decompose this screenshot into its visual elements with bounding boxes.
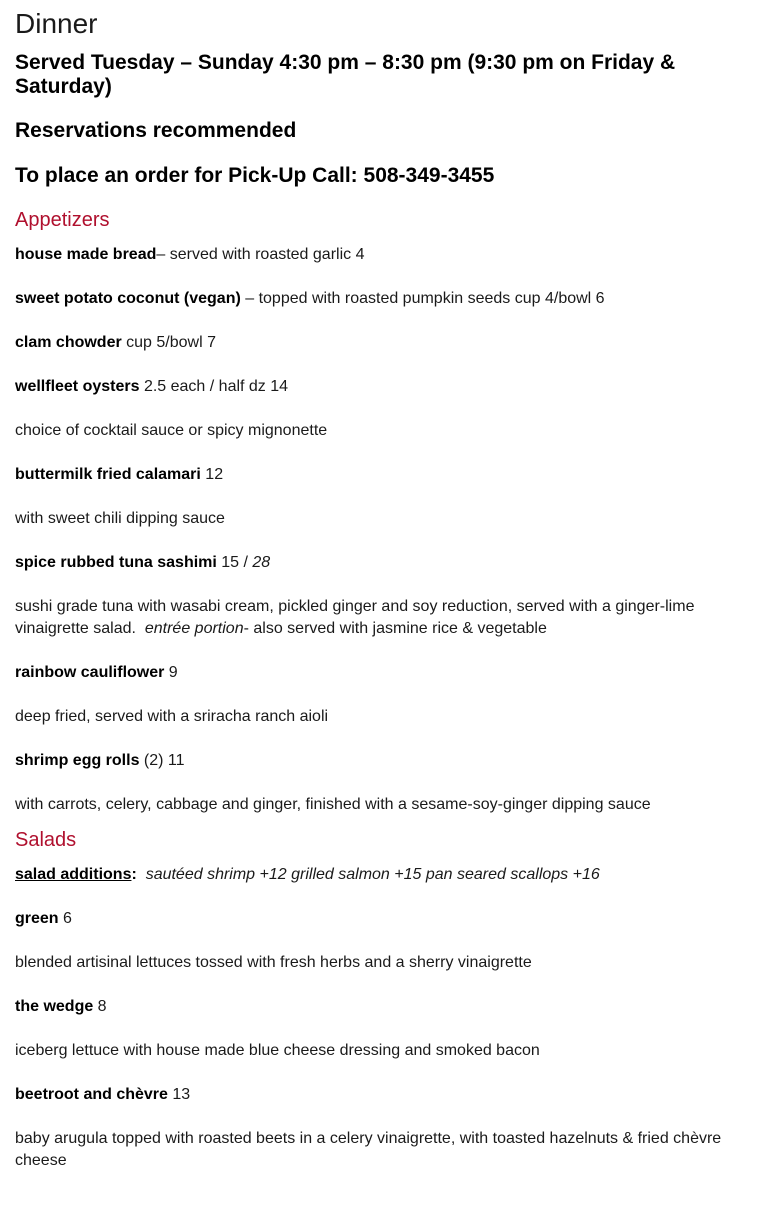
item-note-tuna: [15, 596, 755, 640]
item-desc: 13: [167, 1085, 191, 1103]
item-note-text: sushi grade tuna with wasabi cream, pickled ginger and soy reduction, served with a ginger-lime vinaigrette salad.: [15, 597, 695, 637]
item-name: shrimp egg rolls: [15, 751, 140, 769]
menu-item-the-wedge: [15, 996, 755, 1018]
item-name: beetroot and chèvre: [15, 1085, 168, 1103]
item-note-cauliflower: deep fried, served with a sriracha ranch aioli: [15, 707, 329, 725]
menu-item-beetroot-chevre: [15, 1084, 755, 1106]
item-note-egg-rolls: with carrots, celery, cabbage and ginger, finished with a sesame-soy-ginger dipping sauce: [15, 795, 651, 813]
menu-item-tuna-sashimi: [15, 552, 755, 574]
item-note-oysters: choice of cocktail sauce or spicy mignonette: [15, 421, 328, 439]
item-name: wellfleet oysters: [15, 377, 140, 395]
menu-item-house-made-bread: [15, 244, 755, 266]
item-desc: 9: [164, 663, 178, 681]
menu-item-fried-calamari: [15, 464, 755, 486]
menu-item-green-salad: [15, 908, 755, 930]
reservations-note: Reservations recommended: [15, 119, 297, 143]
item-name: sweet potato coconut (vegan): [15, 289, 241, 307]
item-name: green: [15, 909, 59, 927]
item-name: buttermilk fried calamari: [15, 465, 201, 483]
menu-item-rainbow-cauliflower: [15, 662, 755, 684]
menu-item-wellfleet-oysters: [15, 376, 755, 398]
item-desc: (2) 11: [139, 751, 185, 769]
item-desc: – topped with roasted pumpkin seeds cup 4/bowl 6: [240, 289, 605, 307]
section-title-salads: Salads: [15, 828, 77, 851]
item-note-beetroot: baby arugula topped with roasted beets in a celery vinaigrette, with toasted hazelnuts & fried chèvre cheese: [15, 1129, 722, 1169]
item-entree-price: 28: [252, 553, 271, 571]
menu-item-sweet-potato-coconut: [15, 288, 755, 310]
menu-item-clam-chowder: [15, 332, 755, 354]
item-desc: 15 /: [216, 553, 253, 571]
salad-additions-list: sautéed shrimp +12 grilled salmon +15 pan seared scallops +16: [145, 865, 600, 883]
salad-additions-label: salad additions: [15, 865, 132, 883]
item-name: clam chowder: [15, 333, 122, 351]
menu-item-shrimp-egg-rolls: [15, 750, 755, 772]
entree-portion-note: - also served with jasmine rice & vegetable: [243, 619, 547, 637]
item-note-calamari: with sweet chili dipping sauce: [15, 509, 225, 527]
entree-portion-label: entrée portion: [144, 619, 244, 637]
salad-additions: [15, 864, 755, 886]
item-desc: – served with roasted garlic 4: [156, 245, 365, 263]
item-name: spice rubbed tuna sashimi: [15, 553, 217, 571]
section-title-appetizers: Appetizers: [15, 208, 110, 231]
pickup-phone: To place an order for Pick-Up Call: 508-349-3455: [15, 163, 495, 187]
item-note-green: blended artisinal lettuces tossed with fresh herbs and a sherry vinaigrette: [15, 953, 532, 971]
item-desc: 8: [93, 997, 107, 1015]
item-name: house made bread: [15, 245, 157, 263]
item-desc: 2.5 each / half dz 14: [139, 377, 289, 395]
item-desc: 6: [58, 909, 72, 927]
item-note-wedge: iceberg lettuce with house made blue cheese dressing and smoked bacon: [15, 1041, 540, 1059]
salad-additions-colon: :: [131, 865, 137, 883]
item-desc: cup 5/bowl 7: [121, 333, 216, 351]
service-hours: Served Tuesday – Sunday 4:30 pm – 8:30 pm (9:30 pm on Friday & Saturday): [15, 51, 676, 99]
item-name: rainbow cauliflower: [15, 663, 165, 681]
item-name: the wedge: [15, 997, 94, 1015]
item-desc: 12: [200, 465, 224, 483]
page-title: Dinner: [15, 8, 98, 39]
